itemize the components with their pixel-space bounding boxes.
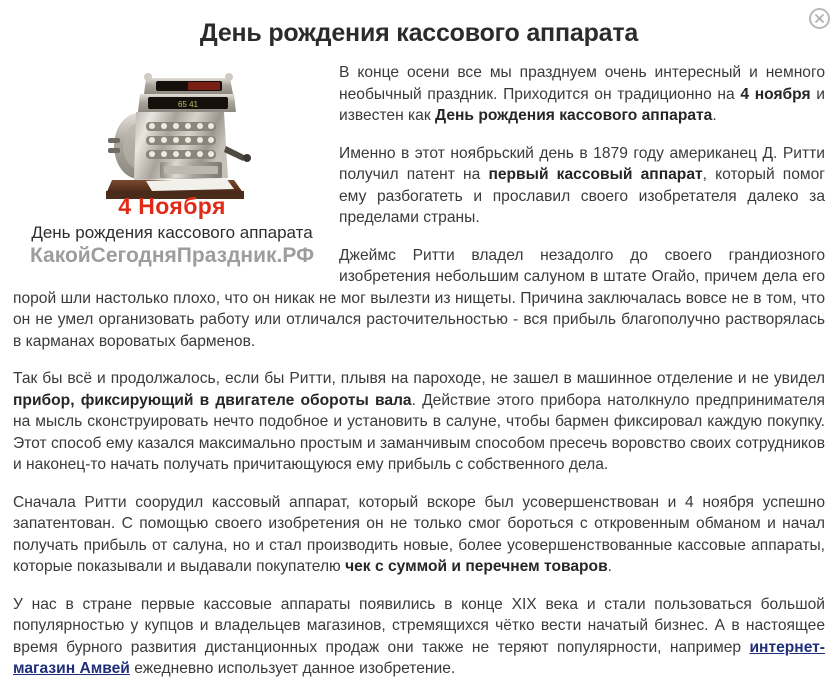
body-text: Сначала Ритти соорудил кассовый аппарат, который вскоре был усовершенствован и 4 ноября успешно запатентован. С помощью своего изобретения он не только смог бороться с откровенным обманом и начал получать прибыль от салуна, но и стал производить новые, более усовершенствованные кассовые аппараты, которые показывали и выдавали покупателю (13, 493, 825, 575)
close-icon[interactable] (809, 8, 830, 29)
emphasis-text: первый кассовый аппарат (488, 166, 703, 183)
body-text: . Действие этого прибора натолкнуло предпринимателя на мысль сконструировать нечто подобное и установить в салуне, чтобы бармен фиксировал каждую покупку. Этот способ ему казался максимально простым и заманчивым способом пресечь воровство своих сотрудников и наконец-то начать получать причитающуюся ему прибыль с собственного дела. (13, 391, 825, 473)
page-title: День рождения кассового аппарата (199, 19, 639, 47)
paragraph-p4 (13, 368, 825, 476)
emphasis-text: 4 ноября (740, 85, 811, 103)
body-text: . (712, 107, 717, 124)
body-text: В конце осени все мы празднуем очень интересный и немного необычный праздник. Приходится он традиционно на (339, 64, 825, 103)
paragraph-p6 (13, 594, 825, 680)
emphasis-text: чек с суммой и перечнем товаров (345, 558, 608, 575)
body-text: У нас в стране первые кассовые аппараты появились в конце XIX века и стали пользоваться большой популярностью у купцов и владельцев магазинов, стремящихся чётко вести начатый бизнес. А в настоящее время бурного развития дистанционных продаж они также не теряют популярности, например (13, 595, 825, 656)
body-text: , который помог ему разбогатеть и прославил своего изобретателя далеко за пределами страны. (339, 166, 825, 226)
cash-register-illustration (17, 64, 327, 219)
body-text: Так бы всё и продолжалось, если бы Ритти, плывя на пароходе, не зашел в машинное отделение и не увидел (13, 370, 825, 387)
body-text: и известен как (339, 85, 825, 124)
emphasis-text: прибор, фиксирующий в двигателе обороты вала (13, 391, 412, 409)
figure-date-overlay: 4 Ноября (118, 193, 226, 219)
body-text: Именно в этот ноябрьский день в 1879 году американец Д. Ритти получил патент на (339, 144, 825, 183)
body-text: Джеймс Ритти владел незадолго до своего грандиозного изобретения небольшим салуном в штате Огайо, причем дела его порой шли настолько плохо, что он никак не мог вылезти из нищеты. Причина заключалась вовсе не в том, что он не умел организовать работу или отличался расточительностью - вся прибыль благополучно растворялась в карманах вороватых барменов. (13, 246, 825, 350)
article-figure (17, 64, 327, 268)
svg-text:65 41: 65 41 (177, 100, 199, 109)
body-text: ежедневно использует данное изобретение. (129, 660, 456, 677)
figure-caption: День рождения кассового аппарата (31, 223, 313, 242)
emphasis-text: День рождения кассового аппарата (435, 107, 713, 124)
body-text: . (607, 558, 613, 575)
paragraph-p5 (13, 492, 825, 578)
cash-register-icon (84, 64, 260, 214)
inline-link-amway-shop[interactable]: интернет-магазин Амвей (13, 638, 825, 677)
figure-site-watermark: КакойСегодняПраздник.РФ (29, 244, 315, 267)
